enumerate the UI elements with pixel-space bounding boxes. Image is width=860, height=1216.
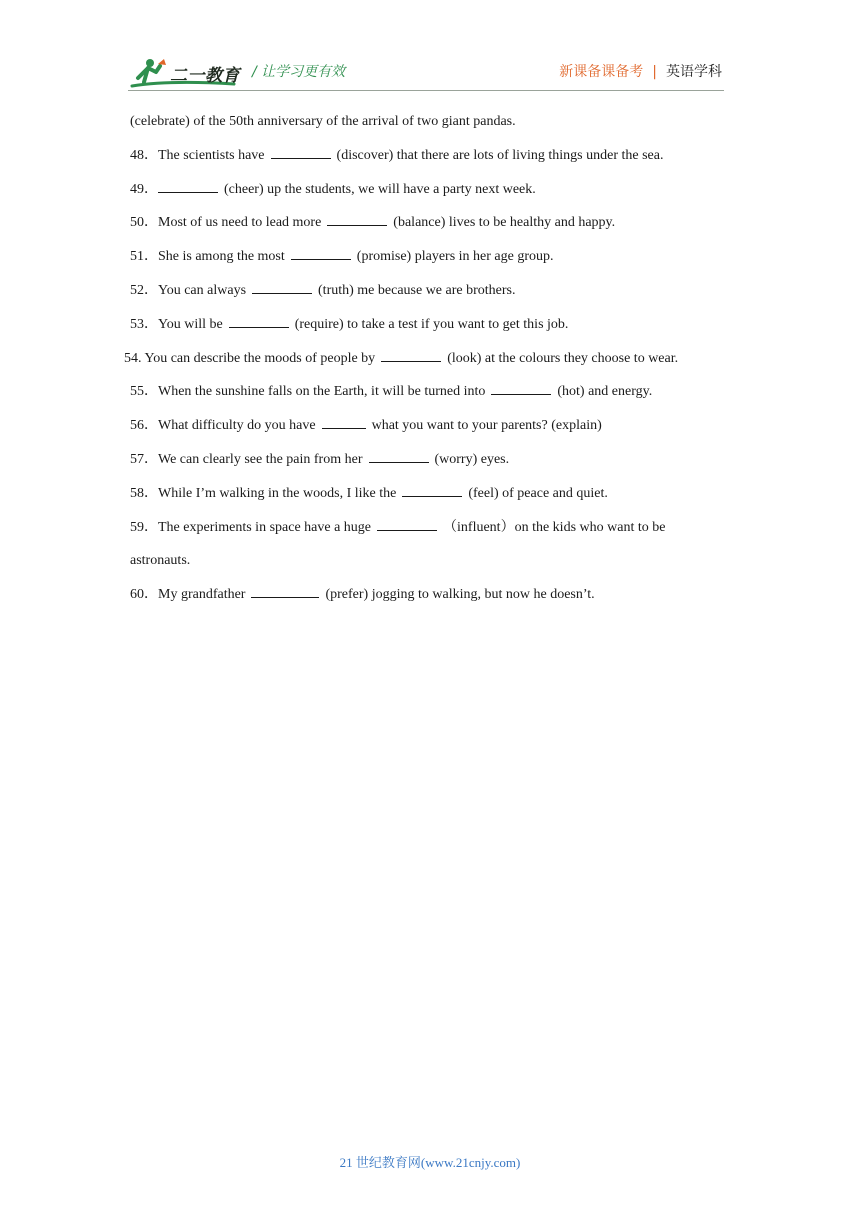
line-text: 49． [130,181,158,197]
exercise-line [130,517,735,551]
answer-blank[interactable] [291,246,351,260]
line-text: (celebrate) of the 50th anniversary of the arrival of two giant pandas. [130,114,516,129]
line-text: （influent）on the kids who want to be [443,519,666,535]
answer-blank[interactable] [491,381,551,395]
subject-tag: 英语学科 [666,64,722,80]
exercise-line [130,145,735,179]
line-text: 50．Most of us need to lead more [130,215,322,231]
line-text: 51．She is among the most [130,249,285,265]
line-text: (require) to take a test if you want to get this job. [294,316,569,332]
line-text: (look) at the colours they choose to wear. [447,350,679,366]
logo-text: 二一教育 [170,66,240,86]
answer-blank[interactable] [229,314,289,328]
line-text: (prefer) jogging to walking, but now he doesn’t. [325,587,595,603]
exercise-line [130,483,735,517]
line-text: (feel) of peace and quiet. [468,485,608,501]
line-text: 54. You can describe the moods of people by [124,350,376,366]
answer-blank[interactable] [158,179,218,193]
line-text: 53．You will be [130,316,223,332]
line-text: (worry) eyes. [434,451,510,467]
line-text: 52．You can always [130,282,247,298]
answer-blank[interactable] [251,584,319,598]
line-text: 48．The scientists have [130,147,265,163]
answer-blank[interactable] [381,348,441,362]
exercise-line [124,348,735,382]
answer-blank[interactable] [252,280,312,294]
exercise-list [124,111,735,618]
line-text: (discover) that there are lots of living things under the sea. [336,147,664,163]
header-divider [128,90,724,91]
line-text: 57．We can clearly see the pain from her [130,451,363,467]
line-text: (promise) players in her age group. [356,249,554,265]
exercise-line [130,584,735,618]
line-text: 59．The experiments in space have a huge [130,519,372,535]
page-header [0,0,860,100]
line-text: 55．When the sunshine falls on the Earth, it will be turned into [130,384,486,400]
course-tag: 新课备课备考 [559,64,644,80]
exercise-line [130,449,735,483]
line-text: 58．While I’m walking in the woods, I like the [130,485,397,501]
line-text: (truth) me because we are brothers. [318,282,516,298]
answer-blank[interactable] [402,483,462,497]
exercise-line [130,381,735,415]
answer-blank[interactable] [271,145,331,159]
line-text: (balance) lives to be healthy and happy. [393,215,616,231]
answer-blank[interactable] [322,415,366,429]
page-footer: 21 世纪教育网(www.21cnjy.com) [339,1155,521,1170]
line-text: 56．What difficulty do you have [130,418,316,434]
exercise-line [130,314,735,348]
slogan: / 让学习更有效 [252,64,346,80]
exercise-line [130,111,735,145]
exercise-line [130,246,735,280]
exercise-line [130,415,735,449]
header-tagline [559,61,722,81]
exercise-line [130,280,735,314]
answer-blank[interactable] [377,517,437,531]
line-text: astronauts. [130,553,191,569]
line-text: (cheer) up the students, we will have a party next week. [224,181,536,197]
header-separator: | [652,64,657,80]
exercise-line [130,212,735,246]
answer-blank[interactable] [327,212,387,226]
line-text: what you want to your parents? (explain) [371,418,602,434]
exercise-line [130,550,735,584]
exercise-line [130,179,735,213]
answer-blank[interactable] [369,449,429,463]
line-text: 60．My grandfather [130,587,246,603]
line-text: (hot) and energy. [557,384,653,400]
